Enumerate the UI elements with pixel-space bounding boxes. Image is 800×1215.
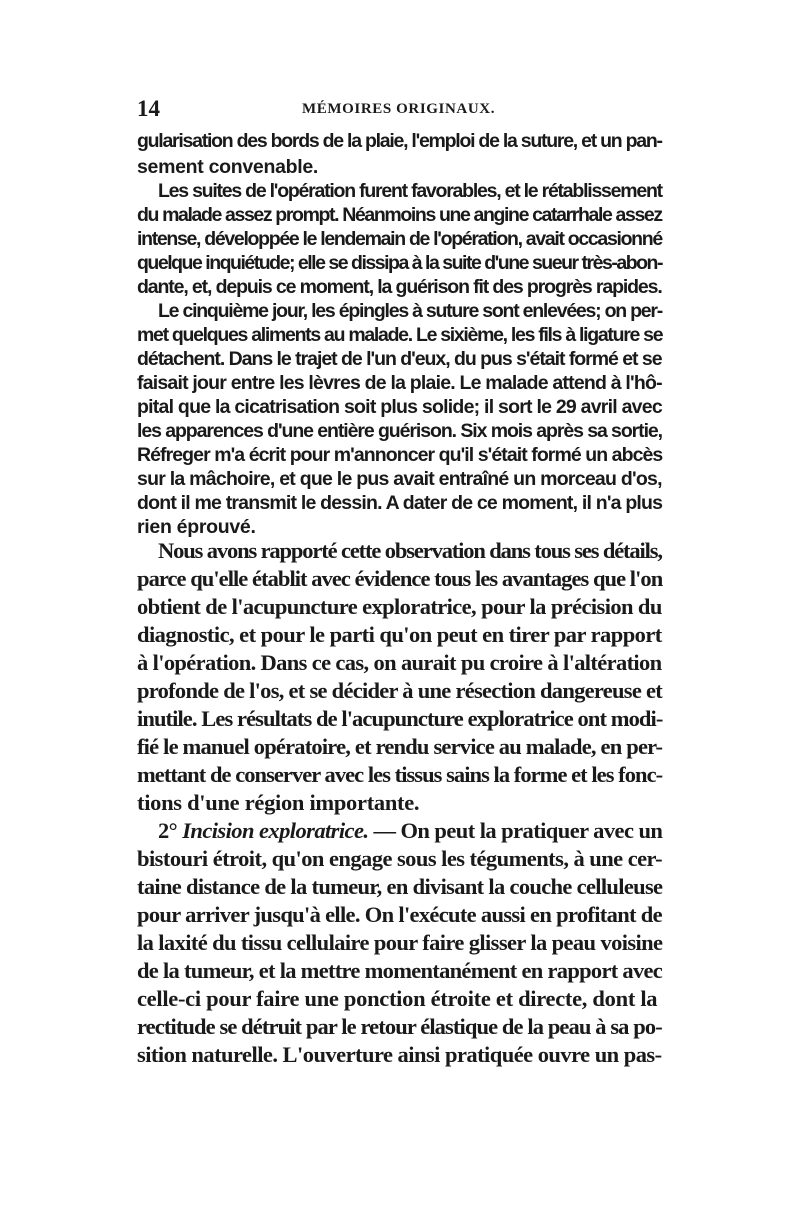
page-number: 14 <box>137 96 160 121</box>
text-line: détachent. Dans le trajet de l'un d'eux, du pus s'était formé et se <box>137 348 662 370</box>
text-line: celle-ci pour faire une ponction étroite et directe, dont la <box>137 986 658 1011</box>
text-line: diagnostic, et pour le parti qu'on peut en tirer par rapport <box>137 622 662 647</box>
text-line: Le cinquième jour, les épingles à suture sont enlevées; on per- <box>158 300 663 322</box>
text-line: sition naturelle. L'ouverture ainsi pratiquée ouvre un pas- <box>137 1042 662 1067</box>
text-line: bistouri étroit, qu'on engage sous les téguments, à une cer- <box>137 846 663 871</box>
text-line: gularisation des bords de la plaie, l'emploi de la suture, et un pan- <box>137 130 662 152</box>
text-line: rectitude se détruit par le retour élastique de la peau à sa po- <box>137 1014 662 1039</box>
text-line: pital que la cicatrisation soit plus solide; il sort le 29 avril avec <box>137 396 662 418</box>
text-line: tions d'une région importante. <box>137 790 420 815</box>
section-heading-line <box>158 818 662 844</box>
running-head: MÉMOIRES ORIGINAUX. <box>302 101 496 117</box>
text-line: Réfreger m'a écrit pour m'annoncer qu'il s'était formé un abcès <box>137 444 663 466</box>
text-line: sement convenable. <box>137 156 319 178</box>
text-line: de la tumeur, et la mettre momentanément en rapport avec <box>137 958 663 983</box>
section-first-line-text: — On peut la pratiquer avec un <box>368 818 663 843</box>
text-line: rien éprouvé. <box>137 516 256 538</box>
text-line: mettant de conserver avec les tissus sains la forme et les fonc- <box>137 762 663 787</box>
text-line: parce qu'elle établit avec évidence tous les avantages que l'on <box>137 566 663 591</box>
section-title: Incision exploratrice. <box>182 818 369 843</box>
text-line: quelque inquiétude; elle se dissipa à la suite d'une sueur très-abon- <box>137 252 662 274</box>
text-line: dont il me transmit le dessin. A dater de ce moment, il n'a plus <box>137 492 663 514</box>
section-number: 2° <box>158 818 178 843</box>
text-line: met quelques aliments au malade. Le sixième, les fils à ligature se <box>137 324 663 346</box>
text-line: intense, développée le lendemain de l'opération, avait occasionné <box>137 228 662 250</box>
text-line: dante, et, depuis ce moment, la guérison fit des progrès rapides. <box>137 276 662 298</box>
text-line: taine distance de la tumeur, en divisant la couche celluleuse <box>137 874 663 899</box>
text-line: Les suites de l'opération furent favorables, et le rétablissement <box>158 180 662 202</box>
text-line: à l'opération. Dans ce cas, on aurait pu croire à l'altération <box>137 650 662 675</box>
text-line: inutile. Les résultats de l'acupuncture exploratrice ont modi- <box>137 706 663 731</box>
text-line: obtient de l'acupuncture exploratrice, pour la précision du <box>137 594 662 619</box>
text-line: sur la mâchoire, et que le pus avait entraîné un morceau d'os, <box>137 468 662 490</box>
text-line: les apparences d'une entière guérison. Six mois après sa sortie, <box>137 420 663 442</box>
text-line: fié le manuel opératoire, et rendu service au malade, en per- <box>137 734 663 759</box>
page-header <box>137 96 662 126</box>
text-line: la laxité du tissu cellulaire pour faire glisser la peau voisine <box>137 930 663 955</box>
text-line: faisait jour entre les lèvres de la plaie. Le malade attend à l'hô- <box>137 372 662 394</box>
text-line: profonde de l'os, et se décider à une résection dangereuse et <box>137 678 663 703</box>
text-line: Nous avons rapporté cette observation dans tous ses détails, <box>158 538 662 563</box>
text-line: pour arriver jusqu'à elle. On l'exécute aussi en profitant de <box>137 902 662 927</box>
text-line: du malade assez prompt. Néanmoins une angine catarrhale assez <box>137 204 662 226</box>
